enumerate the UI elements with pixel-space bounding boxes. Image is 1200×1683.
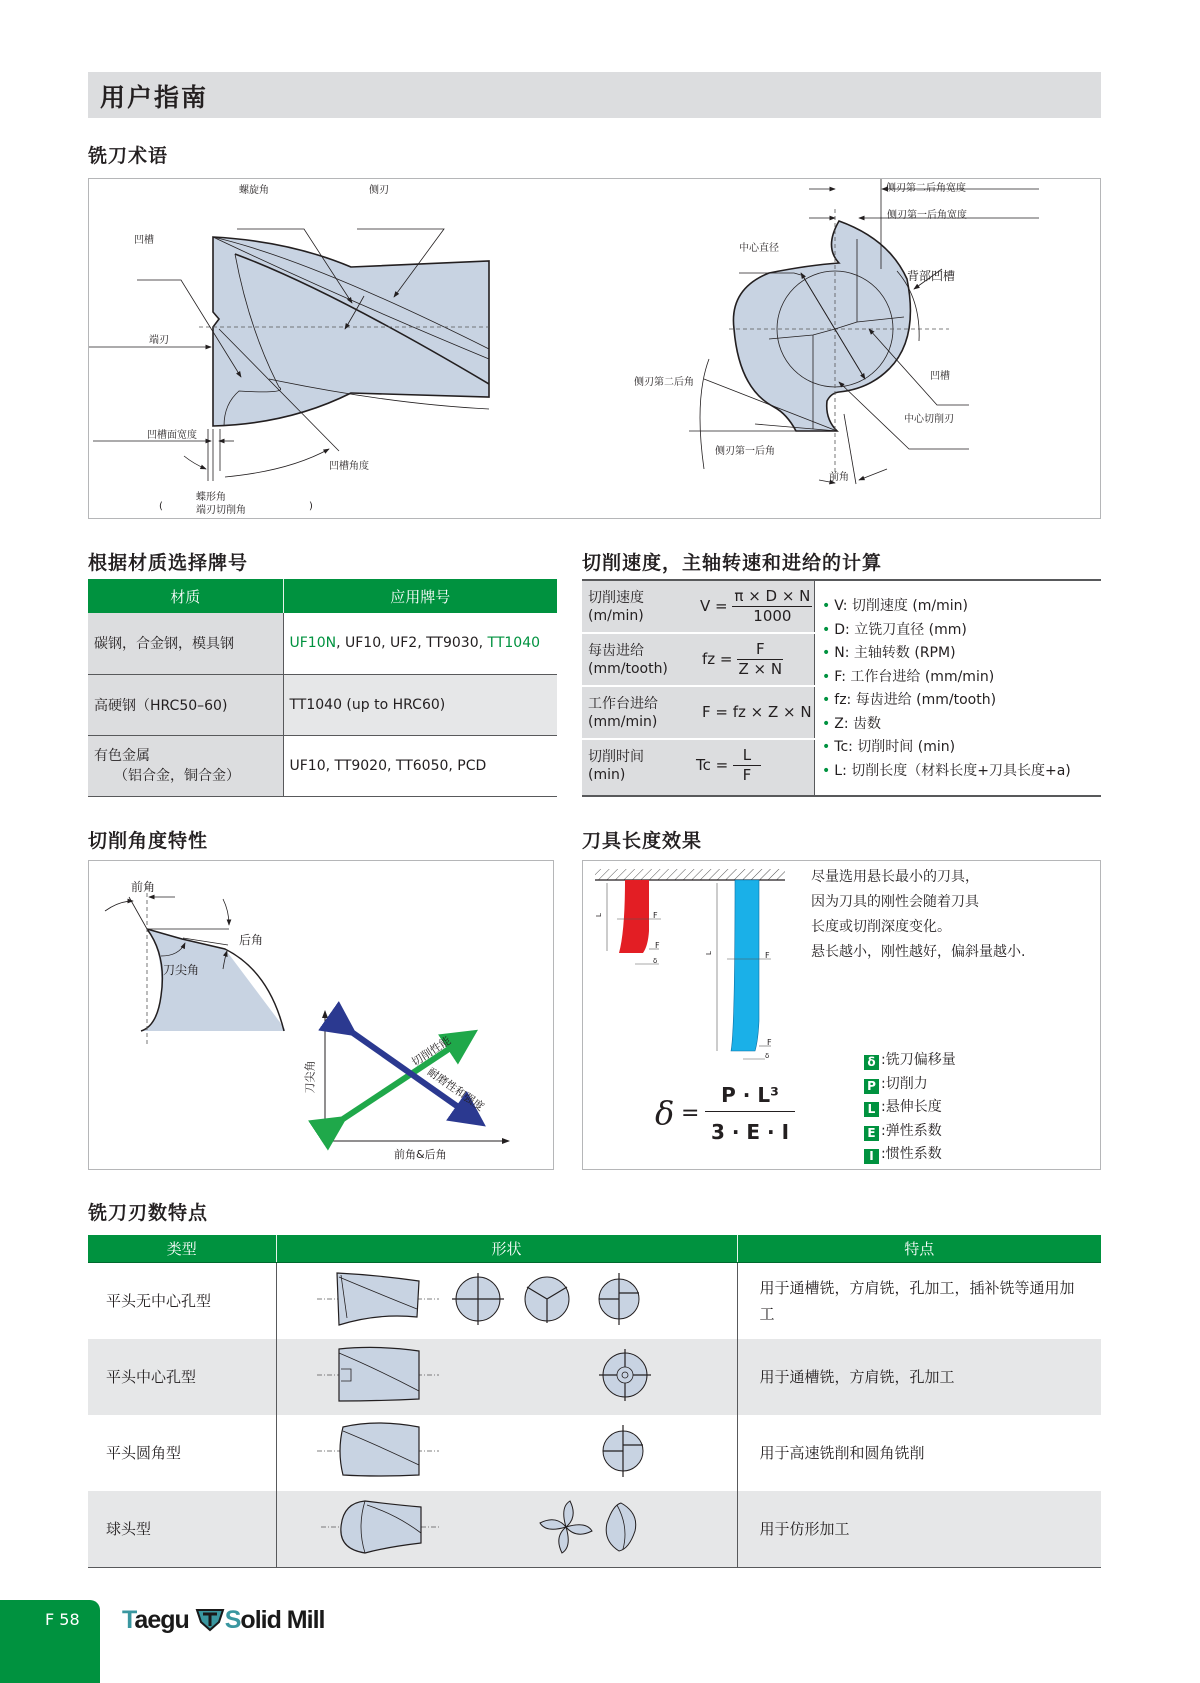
section-title-blade-count: 铣刀刃数特点 xyxy=(88,1202,209,1224)
page-number: F 58 xyxy=(45,1610,80,1629)
formula-unit: (min) xyxy=(588,767,626,783)
variable-legend xyxy=(822,595,1071,783)
feature-cell: 用于通槽铣，方肩铣，孔加工 xyxy=(737,1339,1101,1415)
formula-denominator: Z × N xyxy=(738,660,783,678)
grade-highlight: UF10N xyxy=(289,635,337,652)
header-material: 材质 xyxy=(88,579,283,613)
ball-nose-end-mill-shape-icons xyxy=(277,1491,737,1563)
formula-name: 切削时间 xyxy=(588,749,644,765)
label-flute-angle: 凹槽角度 xyxy=(329,461,369,472)
note-line: 悬长越小，刚性越好，偏斜量越小. xyxy=(811,944,1026,960)
shape-cell xyxy=(276,1339,737,1415)
deflection-variable-list xyxy=(864,1049,956,1167)
formula-unit: (mm/min) xyxy=(588,714,658,730)
var-key: I xyxy=(864,1149,879,1164)
feature-cell: 用于高速铣削和圆角铣削 xyxy=(759,1443,925,1462)
force-label: F xyxy=(767,1038,772,1047)
legend-item: • V: 切削速度 (m/min) xyxy=(822,595,1071,619)
material-line2: （铝合金，铜合金） xyxy=(114,767,240,784)
grade-text: , UF10, UF2, TT9030, xyxy=(336,635,488,652)
force-label: F xyxy=(655,941,660,950)
var-desc: :惯性系数 xyxy=(881,1146,942,1162)
grade-cell: UF10, TT9020, TT6050, PCD xyxy=(283,735,557,796)
legend-item: • fz: 每齿进给 (mm/tooth) xyxy=(822,689,1071,713)
grade-cell xyxy=(283,613,557,674)
label-rake-angle: 前角 xyxy=(829,472,849,483)
formula-delta: δ xyxy=(655,1094,675,1132)
formula-numerator: P · L³ xyxy=(705,1083,795,1112)
formula-row-speed xyxy=(582,581,815,634)
logo-initial-t: T xyxy=(122,1606,135,1634)
section-title-cutting-angle: 切削角度特性 xyxy=(88,830,209,852)
legend-item: • Tc: 切削时间 (min) xyxy=(822,736,1071,760)
label-primary-clearance-width: 侧刃第一后角宽度 xyxy=(887,210,967,221)
legend-item: • D: 立铣刀直径 (mm) xyxy=(822,619,1071,643)
var-key: δ xyxy=(864,1055,879,1070)
page-number-tab xyxy=(0,1600,100,1683)
brand-logo xyxy=(122,1606,324,1635)
tool-length-note xyxy=(811,865,1025,965)
chart-line-label-cutting: 切削性能 xyxy=(409,1033,454,1069)
label-wedge: 刀尖角 xyxy=(163,963,200,977)
cutting-angle-figure xyxy=(88,860,554,1170)
type-cell: 球头型 xyxy=(88,1491,276,1568)
feature-cell: 用于通槽铣，方肩铣，孔加工，插补铣等通用加工 xyxy=(759,1278,1075,1323)
formula-row-feed-per-tooth xyxy=(582,634,815,687)
tool-length-figure xyxy=(582,860,1101,1170)
formula-name: 工作台进给 xyxy=(588,696,658,712)
table-row xyxy=(88,674,557,735)
material-line1: 有色金属 xyxy=(94,747,150,764)
header-feature: 特点 xyxy=(737,1235,1101,1262)
formula-column xyxy=(582,581,815,795)
chart-line-label-wear: 耐磨性和强度 xyxy=(424,1065,487,1114)
shape-cell xyxy=(276,1415,737,1491)
note-line: 因为刀具的刚性会随着刀具 xyxy=(811,894,979,910)
var-item xyxy=(864,1120,956,1144)
blade-count-table xyxy=(88,1235,1101,1568)
logo-initial-s: S xyxy=(224,1606,241,1634)
material-cell: 高硬钢（HRC50–60) xyxy=(88,674,283,735)
formula-unit: (m/min) xyxy=(588,608,644,624)
label-flute: 凹槽 xyxy=(134,235,154,246)
material-cell: 碳钢，合金钢，模具钢 xyxy=(88,613,283,674)
formula-name: 切削速度 xyxy=(588,590,644,606)
corner-radius-end-mill-shape-icons xyxy=(277,1415,737,1487)
var-item xyxy=(864,1049,956,1073)
formula-equals: = xyxy=(681,1101,700,1126)
section-title-tool-length: 刀具长度效果 xyxy=(582,830,703,852)
header-grade: 应用牌号 xyxy=(283,579,557,613)
header-type: 类型 xyxy=(88,1235,276,1262)
formula-denominator: 3 · E · I xyxy=(710,1120,790,1144)
label-peripheral-edge: 侧刃 xyxy=(369,185,389,196)
label-dish-angle: 蝶形角 xyxy=(196,492,226,503)
var-key: E xyxy=(864,1126,879,1141)
calculation-table xyxy=(582,579,1101,797)
label-end-edge: 端刃 xyxy=(149,335,169,346)
material-grade-table xyxy=(88,579,557,797)
label-rake: 前角 xyxy=(131,880,156,894)
var-desc: :悬伸长度 xyxy=(881,1099,942,1115)
page-title-bar xyxy=(88,72,1101,118)
length-label-long: L xyxy=(704,951,713,955)
grade-highlight: TT1040 xyxy=(487,635,541,652)
var-desc: :切削力 xyxy=(881,1075,928,1092)
legend-item: • Z: 齿数 xyxy=(822,713,1071,737)
formula-name: 每齿进给 xyxy=(588,643,644,659)
label-core-diameter: 中心直径 xyxy=(739,243,779,254)
feature-cell: 用于仿形加工 xyxy=(737,1491,1101,1568)
label-center-cutting-edge: 中心切削刃 xyxy=(904,414,954,425)
type-cell: 平头无中心孔型 xyxy=(88,1262,276,1339)
formula-numerator: π × D × N xyxy=(734,587,811,605)
table-row xyxy=(88,1415,1101,1491)
table-row xyxy=(88,735,557,796)
formula-denominator: 1000 xyxy=(753,607,792,625)
var-item xyxy=(864,1096,956,1120)
label-flute-width: 凹槽面宽度 xyxy=(147,430,197,441)
center-hole-end-mill-shape-icons xyxy=(277,1339,737,1411)
logo-text-aegu: aegu xyxy=(134,1606,189,1634)
formula-numerator: F xyxy=(737,640,783,660)
label-secondary-clearance: 侧刃第二后角 xyxy=(634,377,694,388)
var-item xyxy=(864,1143,956,1167)
label-paren-open: ( xyxy=(159,501,163,512)
section-title-calculation: 切削速度，主轴转速和进给的计算 xyxy=(582,552,883,574)
cutting-angle-diagram xyxy=(89,861,555,1171)
delta-label: δ xyxy=(653,957,658,965)
formula-expression: fz × Z × N xyxy=(732,703,812,721)
delta-label: δ xyxy=(765,1052,770,1060)
label-paren-close: ) xyxy=(309,501,313,512)
var-key: L xyxy=(864,1102,879,1117)
material-cell xyxy=(88,735,283,796)
label-end-flute: 凹槽 xyxy=(930,371,950,382)
length-label-short: L xyxy=(594,913,603,917)
var-desc: :铣刀偏移量 xyxy=(881,1052,956,1068)
var-item xyxy=(864,1073,956,1097)
deflection-formula xyxy=(655,1076,835,1146)
label-helix-angle: 螺旋角 xyxy=(239,185,269,196)
formula-lhs: fz = xyxy=(702,650,733,668)
legend-item: • N: 主轴转数 (RPM) xyxy=(822,642,1071,666)
table-row xyxy=(88,613,557,674)
note-line: 长度或切削深度变化。 xyxy=(811,919,951,935)
var-key: P xyxy=(864,1079,879,1094)
table-row xyxy=(88,1262,1101,1339)
label-back-flute: 背部凹槽 xyxy=(907,269,956,283)
type-cell: 平头圆角型 xyxy=(88,1415,276,1491)
logo-text-part2: olid Mill xyxy=(240,1606,325,1634)
legend-item: • F: 工作台进给 (mm/min) xyxy=(822,666,1071,690)
type-cell: 平头中心孔型 xyxy=(88,1339,276,1415)
label-dish-angle-alt: 端刃切削角 xyxy=(196,505,246,516)
formula-numerator: L xyxy=(733,746,761,766)
legend-item: • L: 切削长度（材料长度+刀具长度+a) xyxy=(822,760,1071,784)
label-primary-clearance: 侧刃第一后角 xyxy=(715,446,775,457)
force-label: F xyxy=(765,951,770,960)
note-line: 尽量选用悬长最小的刀具， xyxy=(811,869,979,885)
label-secondary-clearance-width: 侧刃第二后角宽度 xyxy=(886,183,966,194)
section-title-terminology: 铣刀术语 xyxy=(88,145,169,167)
force-label: F xyxy=(653,911,658,920)
var-desc: :弹性系数 xyxy=(881,1122,942,1139)
terminology-figure xyxy=(88,178,1101,519)
label-clearance: 后角 xyxy=(239,933,264,947)
header-shape: 形状 xyxy=(276,1235,737,1262)
shape-cell xyxy=(276,1491,737,1568)
chart-y-label: 刀尖角 xyxy=(303,1060,317,1094)
formula-lhs: F = xyxy=(702,703,728,721)
formula-unit: (mm/tooth) xyxy=(588,661,668,677)
table-row xyxy=(88,1491,1101,1568)
formula-row-cutting-time xyxy=(582,740,815,793)
section-title-material: 根据材质选择牌号 xyxy=(88,552,249,574)
page-title: 用户指南 xyxy=(100,83,209,112)
shape-cell xyxy=(276,1262,737,1339)
chart-x-label: 前角&后角 xyxy=(394,1148,447,1161)
formula-lhs: Tc = xyxy=(696,756,729,774)
formula-lhs: V = xyxy=(700,597,728,615)
formula-row-table-feed xyxy=(582,687,815,740)
flat-end-mill-shape-icons xyxy=(277,1263,737,1335)
formula-denominator: F xyxy=(742,766,752,784)
table-row xyxy=(88,1339,1101,1415)
logo-shield-icon xyxy=(195,1606,225,1632)
end-mill-side-view-diagram xyxy=(89,179,1102,520)
grade-cell: TT1040 (up to HRC60) xyxy=(283,674,557,735)
